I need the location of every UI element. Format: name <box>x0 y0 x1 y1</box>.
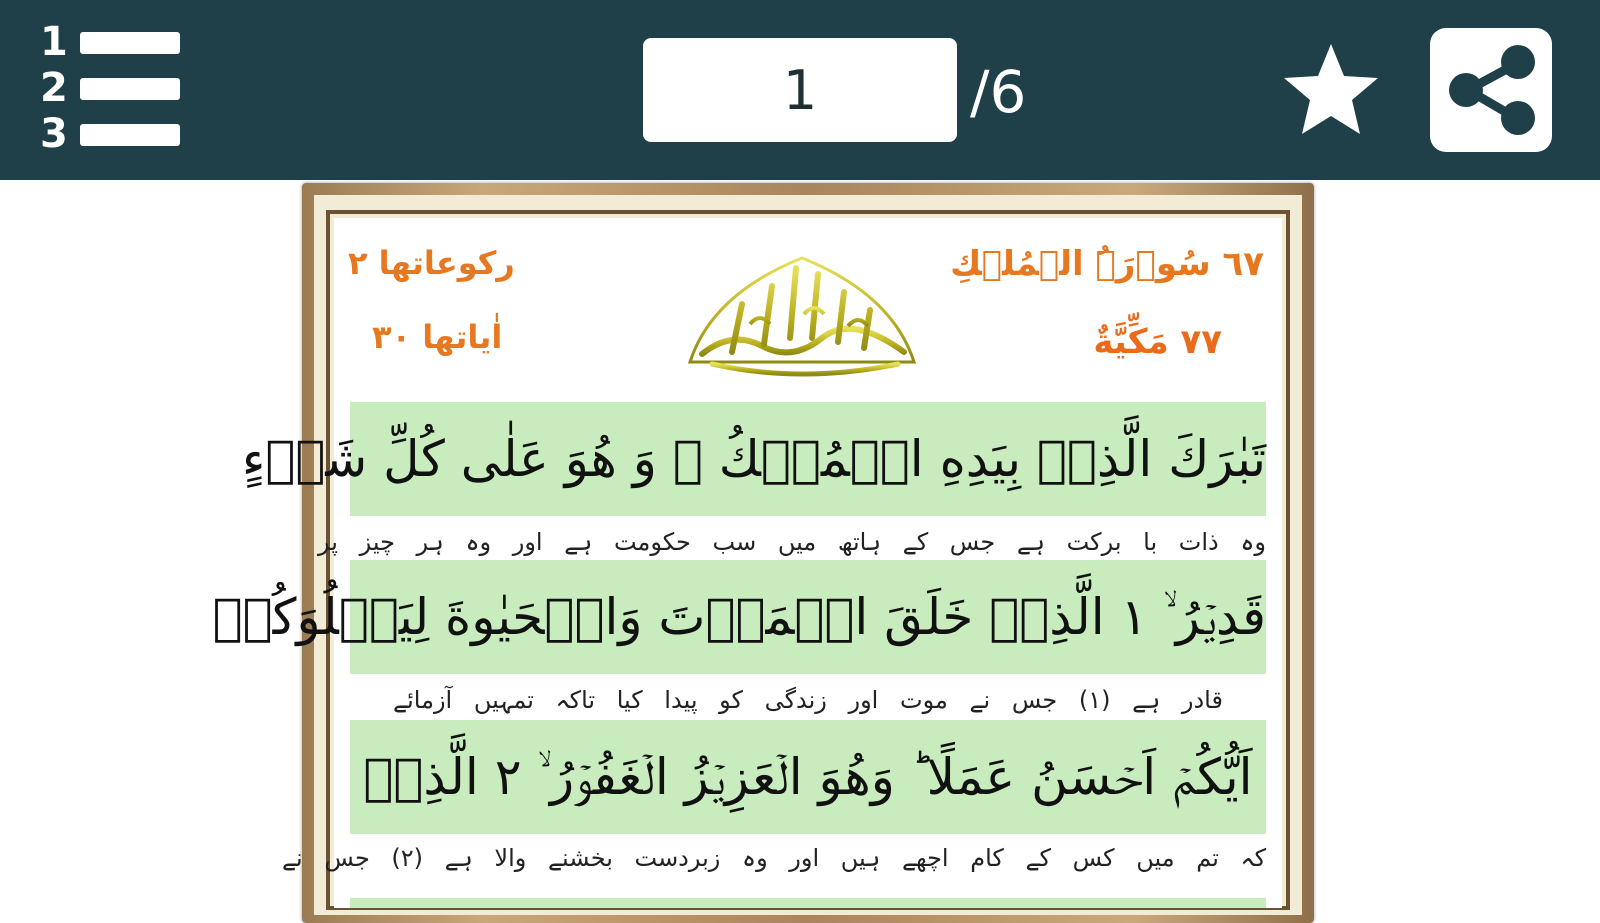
menu-row-1 <box>36 19 186 65</box>
bookmark-star-button[interactable] <box>1278 38 1384 144</box>
share-button[interactable] <box>1430 28 1552 152</box>
bismillah-calligraphy-icon <box>672 234 932 384</box>
surah-list-button[interactable] <box>36 19 186 160</box>
page-number-input[interactable] <box>643 38 957 142</box>
page-total-label: /6 <box>970 58 1027 126</box>
translation-line: کہ تم میں کس کے کام اچھے ہیں اور وہ زبردست بخشنے والا ہے (٢) جس نے <box>281 844 1266 872</box>
ayat-count: اٰیاتها ٣٠ <box>372 318 503 356</box>
ayah-band-next <box>350 898 1266 908</box>
translation-line: قادر ہے (١) جس نے موت اور زندگی کو پیدا کیا تاکہ تمہیں آزمائے <box>393 686 1223 714</box>
surah-name: ٦٧ سُوۡرَۃُ الۡمُلۡكِ <box>950 244 1264 284</box>
ayah-line: تَبٰرَكَ الَّذِىۡ بِيَدِهِ الۡمُلۡكُ ۚ وَ هُوَ عَلٰى كُلِّ شَىۡءٍ <box>350 402 1266 516</box>
star-icon <box>1278 38 1384 144</box>
menu-number-1: 1 <box>40 19 68 65</box>
menu-number-2: 2 <box>40 65 68 111</box>
ayah-line: اَيُّكُمۡ اَحۡسَنُ عَمَلًا ‌ؕ وَهُوَ الۡعَزِيۡزُ الۡغَفُوۡرُ ۙ‏ ٢ الَّذِىۡ <box>350 720 1266 834</box>
translation-line: وہ ذات با برکت ہے جس کے ہاتھ میں سب حکومت ہے اور وہ ہر چیز پر <box>318 528 1266 556</box>
menu-line <box>80 124 180 146</box>
menu-row-3 <box>36 111 186 157</box>
menu-number-3: 3 <box>40 111 68 157</box>
rukus-count: رکوعاتها ٢ <box>348 244 515 282</box>
quran-page <box>212 218 1282 908</box>
menu-line <box>80 78 180 100</box>
ayah-line: قَدِيۡرُ ۙ‏ ١ الَّذِىۡ خَلَقَ الۡمَوۡتَ وَالۡحَيٰوةَ لِيَبۡلُوَكُمۡ <box>350 560 1266 674</box>
menu-row-2 <box>36 65 186 111</box>
surah-revelation-type: ٧٧ مَكِّيَّةٌ <box>1093 322 1222 362</box>
share-icon <box>1430 28 1552 152</box>
menu-line <box>80 32 180 54</box>
